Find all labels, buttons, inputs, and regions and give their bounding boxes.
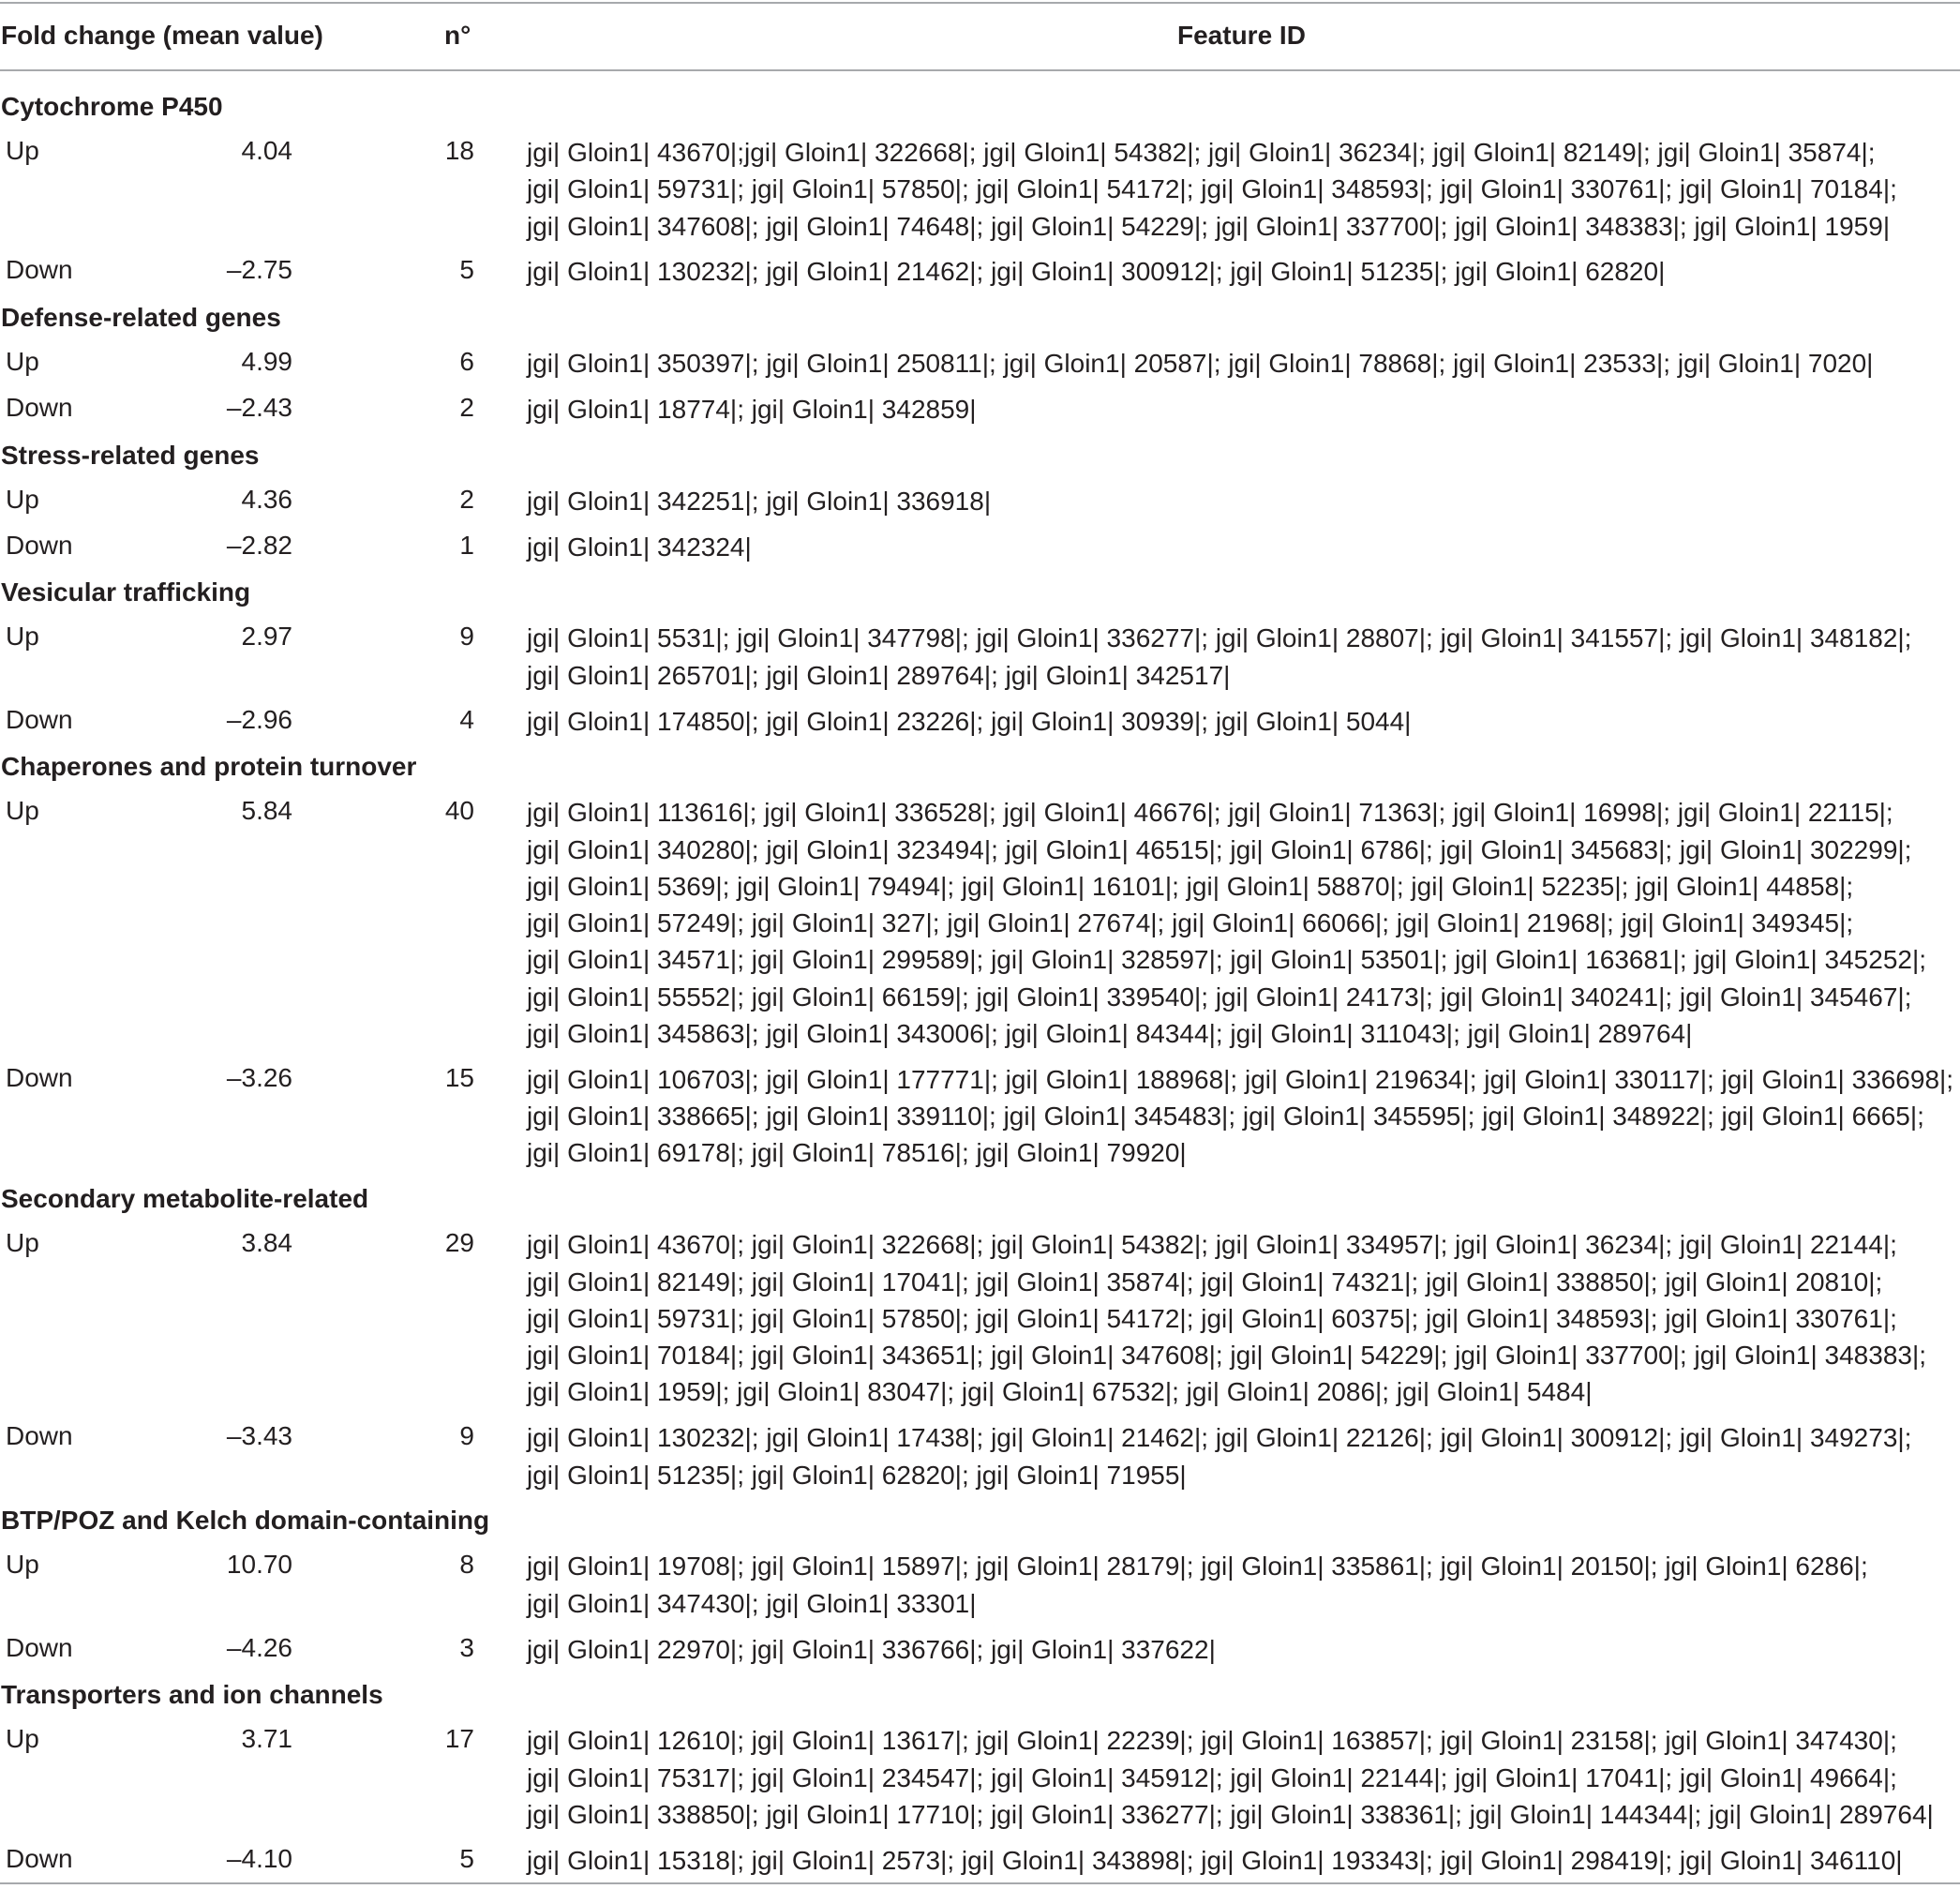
feature-id-line: jgi| Gloin1| 342251|; jgi| Gloin1| 336918| xyxy=(527,486,992,516)
direction-cell: Down xyxy=(6,1062,73,1092)
direction-cell: Up xyxy=(6,796,39,826)
category-heading: Vesicular trafficking xyxy=(1,577,251,607)
feature-id-line: jgi| Gloin1| 18774|; jgi| Gloin1| 342859| xyxy=(527,395,977,424)
count-cell: 3 xyxy=(459,1632,474,1662)
fold-change-cell: 5.84 xyxy=(241,796,292,826)
header-fold-change: Fold change (mean value) xyxy=(1,21,323,50)
feature-id-cell xyxy=(527,134,1952,245)
feature-id-line: jgi| Gloin1| 82149|; jgi| Gloin1| 17041|; jgi| Gloin1| 35874|; jgi| Gloin1| 74321|; jgi| Gloin1| 338850|; jgi| Gloin1| 20810|; xyxy=(527,1267,1883,1297)
feature-id-line: jgi| Gloin1| 347430|; jgi| Gloin1| 33301| xyxy=(527,1588,977,1618)
header-n: n° xyxy=(444,21,471,50)
feature-id-line: jgi| Gloin1| 345863|; jgi| Gloin1| 343006|; jgi| Gloin1| 84344|; jgi| Gloin1| 311043|; jgi| Gloin1| 289764| xyxy=(527,1019,1693,1049)
top-rule xyxy=(0,2,1960,4)
feature-id-line: jgi| Gloin1| 340280|; jgi| Gloin1| 323494|; jgi| Gloin1| 46515|; jgi| Gloin1| 6786|; jgi| Gloin1| 345683|; jgi| Gloin1| 302299|; xyxy=(527,834,1912,864)
feature-id-cell xyxy=(527,1631,1952,1668)
feature-id-cell xyxy=(527,620,1952,694)
fold-change-cell: –3.43 xyxy=(226,1421,292,1451)
count-cell: 18 xyxy=(444,136,474,165)
feature-id-cell xyxy=(527,529,1952,565)
direction-cell: Down xyxy=(6,393,73,422)
direction-cell: Up xyxy=(6,1724,39,1754)
direction-cell: Up xyxy=(6,347,39,377)
category-heading: Cytochrome P450 xyxy=(1,92,223,121)
feature-id-line: jgi| Gloin1| 347608|; jgi| Gloin1| 74648|; jgi| Gloin1| 54229|; jgi| Gloin1| 337700|; jgi| Gloin1| 348383|; jgi| Gloin1| 1959| xyxy=(527,211,1891,241)
fold-change-cell: –4.26 xyxy=(226,1632,292,1662)
feature-id-line: jgi| Gloin1| 22970|; jgi| Gloin1| 336766|; jgi| Gloin1| 337622| xyxy=(527,1634,1216,1664)
direction-cell: Up xyxy=(6,136,39,165)
feature-id-line: jgi| Gloin1| 75317|; jgi| Gloin1| 234547|; jgi| Gloin1| 345912|; jgi| Gloin1| 22144|; jgi| Gloin1| 17041|; jgi| Gloin1| 49664|; xyxy=(527,1762,1897,1792)
direction-cell: Down xyxy=(6,1843,73,1873)
fold-change-cell: 4.99 xyxy=(241,347,292,377)
count-cell: 2 xyxy=(459,393,474,422)
direction-cell: Down xyxy=(6,1421,73,1451)
count-cell: 5 xyxy=(459,255,474,285)
count-cell: 8 xyxy=(459,1550,474,1580)
feature-id-cell xyxy=(527,794,1952,1052)
category-heading: Chaperones and protein turnover xyxy=(1,752,417,782)
count-cell: 5 xyxy=(459,1843,474,1873)
feature-id-line: jgi| Gloin1| 5531|; jgi| Gloin1| 347798|; jgi| Gloin1| 336277|; jgi| Gloin1| 28807|; jgi| Gloin1| 341557|; jgi| Gloin1| 348182|; xyxy=(527,623,1912,653)
feature-id-line: jgi| Gloin1| 174850|; jgi| Gloin1| 23226|; jgi| Gloin1| 30939|; jgi| Gloin1| 5044| xyxy=(527,706,1412,736)
direction-cell: Down xyxy=(6,704,73,734)
feature-id-line: jgi| Gloin1| 43670|;jgi| Gloin1| 322668|; jgi| Gloin1| 54382|; jgi| Gloin1| 36234|; jgi| Gloin1| 82149|; jgi| Gloin1| 35874|; xyxy=(527,138,1876,167)
feature-id-line: jgi| Gloin1| 43670|; jgi| Gloin1| 322668|; jgi| Gloin1| 54382|; jgi| Gloin1| 334957|; jgi| Gloin1| 36234|; jgi| Gloin1| 22144|; xyxy=(527,1230,1897,1260)
feature-id-cell xyxy=(527,703,1952,740)
count-cell: 15 xyxy=(444,1062,474,1092)
category-heading: BTP/POZ and Kelch domain-containing xyxy=(1,1506,490,1536)
feature-id-cell xyxy=(527,253,1952,290)
feature-id-line: jgi| Gloin1| 106703|; jgi| Gloin1| 177771|; jgi| Gloin1| 188968|; jgi| Gloin1| 219634|; jgi| Gloin1| 330117|; jgi| Gloin1| 336698|; xyxy=(527,1064,1954,1094)
fold-change-cell: 3.71 xyxy=(241,1724,292,1754)
direction-cell: Up xyxy=(6,1228,39,1258)
feature-id-line: jgi| Gloin1| 69178|; jgi| Gloin1| 78516|; jgi| Gloin1| 79920| xyxy=(527,1138,1187,1168)
feature-id-line: jgi| Gloin1| 19708|; jgi| Gloin1| 15897|; jgi| Gloin1| 28179|; jgi| Gloin1| 335861|; jgi| Gloin1| 20150|; jgi| Gloin1| 6286|; xyxy=(527,1552,1868,1582)
feature-id-cell xyxy=(527,1842,1952,1879)
category-heading: Defense-related genes xyxy=(1,303,281,333)
feature-id-line: jgi| Gloin1| 12610|; jgi| Gloin1| 13617|; jgi| Gloin1| 22239|; jgi| Gloin1| 163857|; jgi| Gloin1| 23158|; jgi| Gloin1| 347430|; xyxy=(527,1726,1897,1756)
feature-id-line: jgi| Gloin1| 342324| xyxy=(527,532,752,562)
count-cell: 1 xyxy=(459,530,474,560)
feature-id-cell xyxy=(527,1226,1952,1410)
category-heading: Transporters and ion channels xyxy=(1,1680,383,1710)
feature-id-line: jgi| Gloin1| 59731|; jgi| Gloin1| 57850|; jgi| Gloin1| 54172|; jgi| Gloin1| 348593|; jgi| Gloin1| 330761|; jgi| Gloin1| 70184|; xyxy=(527,174,1897,204)
fold-change-cell: –4.10 xyxy=(226,1843,292,1873)
direction-cell: Down xyxy=(6,530,73,560)
fold-change-cell: 10.70 xyxy=(226,1550,292,1580)
direction-cell: Down xyxy=(6,1632,73,1662)
count-cell: 29 xyxy=(444,1228,474,1258)
fold-change-cell: 3.84 xyxy=(241,1228,292,1258)
fold-change-cell: –2.96 xyxy=(226,704,292,734)
feature-id-cell xyxy=(527,1061,1952,1172)
feature-id-line: jgi| Gloin1| 59731|; jgi| Gloin1| 57850|; jgi| Gloin1| 54172|; jgi| Gloin1| 60375|; jgi| Gloin1| 348593|; jgi| Gloin1| 330761|; xyxy=(527,1303,1897,1333)
feature-id-line: jgi| Gloin1| 51235|; jgi| Gloin1| 62820|; jgi| Gloin1| 71955| xyxy=(527,1460,1187,1490)
direction-cell: Up xyxy=(6,622,39,652)
feature-id-cell xyxy=(527,1548,1952,1622)
feature-id-line: jgi| Gloin1| 34571|; jgi| Gloin1| 299589|; jgi| Gloin1| 328597|; jgi| Gloin1| 53501|; jgi| Gloin1| 163681|; jgi| Gloin1| 345252|; xyxy=(527,945,1927,975)
category-heading: Stress-related genes xyxy=(1,440,260,470)
category-heading: Secondary metabolite-related xyxy=(1,1184,369,1214)
direction-cell: Up xyxy=(6,484,39,514)
fold-change-cell: –2.75 xyxy=(226,255,292,285)
fold-change-cell: –2.82 xyxy=(226,530,292,560)
feature-id-cell xyxy=(527,1722,1952,1833)
feature-id-line: jgi| Gloin1| 70184|; jgi| Gloin1| 343651|; jgi| Gloin1| 347608|; jgi| Gloin1| 54229|; jgi| Gloin1| 337700|; jgi| Gloin1| 348383|; xyxy=(527,1341,1927,1371)
feature-id-cell xyxy=(527,483,1952,519)
feature-id-line: jgi| Gloin1| 15318|; jgi| Gloin1| 2573|; jgi| Gloin1| 343898|; jgi| Gloin1| 193343|; jgi| Gloin1| 298419|; jgi| Gloin1| 346110| xyxy=(527,1845,1903,1875)
count-cell: 40 xyxy=(444,796,474,826)
feature-id-line: jgi| Gloin1| 113616|; jgi| Gloin1| 336528|; jgi| Gloin1| 46676|; jgi| Gloin1| 71363|; jgi| Gloin1| 16998|; jgi| Gloin1| 22115|; xyxy=(527,798,1893,828)
bottom-rule xyxy=(0,1882,1960,1884)
feature-id-line: jgi| Gloin1| 338850|; jgi| Gloin1| 17710|; jgi| Gloin1| 336277|; jgi| Gloin1| 338361|; jgi| Gloin1| 144344|; jgi| Gloin1| 289764| xyxy=(527,1799,1934,1829)
feature-id-line: jgi| Gloin1| 5369|; jgi| Gloin1| 79494|; jgi| Gloin1| 16101|; jgi| Gloin1| 58870|; jgi| Gloin1| 52235|; jgi| Gloin1| 44858|; xyxy=(527,871,1854,901)
feature-id-cell xyxy=(527,345,1952,382)
feature-id-line: jgi| Gloin1| 130232|; jgi| Gloin1| 17438|; jgi| Gloin1| 21462|; jgi| Gloin1| 22126|; jgi| Gloin1| 300912|; jgi| Gloin1| 349273|; xyxy=(527,1423,1912,1453)
feature-id-line: jgi| Gloin1| 350397|; jgi| Gloin1| 250811|; jgi| Gloin1| 20587|; jgi| Gloin1| 78868|; jgi| Gloin1| 23533|; jgi| Gloin1| 7020| xyxy=(527,349,1874,379)
count-cell: 9 xyxy=(459,1421,474,1451)
fold-change-cell: 4.04 xyxy=(241,136,292,165)
feature-id-cell xyxy=(527,1419,1952,1493)
feature-id-line: jgi| Gloin1| 338665|; jgi| Gloin1| 339110|; jgi| Gloin1| 345483|; jgi| Gloin1| 345595|; jgi| Gloin1| 348922|; jgi| Gloin1| 6665|; xyxy=(527,1102,1924,1132)
feature-id-line: jgi| Gloin1| 265701|; jgi| Gloin1| 289764|; jgi| Gloin1| 342517| xyxy=(527,660,1231,690)
fold-change-cell: 4.36 xyxy=(241,484,292,514)
feature-id-line: jgi| Gloin1| 57249|; jgi| Gloin1| 327|; jgi| Gloin1| 27674|; jgi| Gloin1| 66066|; jgi| Gloin1| 21968|; jgi| Gloin1| 349345|; xyxy=(527,908,1854,938)
count-cell: 2 xyxy=(459,484,474,514)
feature-id-line: jgi| Gloin1| 55552|; jgi| Gloin1| 66159|; jgi| Gloin1| 339540|; jgi| Gloin1| 24173|; jgi| Gloin1| 340241|; jgi| Gloin1| 345467|; xyxy=(527,982,1912,1012)
feature-id-line: jgi| Gloin1| 130232|; jgi| Gloin1| 21462|; jgi| Gloin1| 300912|; jgi| Gloin1| 51235|; jgi| Gloin1| 62820| xyxy=(527,257,1666,287)
fold-change-cell: –2.43 xyxy=(226,393,292,422)
count-cell: 9 xyxy=(459,622,474,652)
header-feature-id: Feature ID xyxy=(1177,21,1306,50)
feature-id-cell xyxy=(527,391,1952,427)
count-cell: 4 xyxy=(459,704,474,734)
direction-cell: Down xyxy=(6,255,73,285)
fold-change-cell: 2.97 xyxy=(241,622,292,652)
count-cell: 6 xyxy=(459,347,474,377)
header-rule xyxy=(0,69,1960,71)
feature-id-line: jgi| Gloin1| 1959|; jgi| Gloin1| 83047|; jgi| Gloin1| 67532|; jgi| Gloin1| 2086|; jgi| Gloin1| 5484| xyxy=(527,1377,1593,1407)
direction-cell: Up xyxy=(6,1550,39,1580)
count-cell: 17 xyxy=(444,1724,474,1754)
fold-change-cell: –3.26 xyxy=(226,1062,292,1092)
